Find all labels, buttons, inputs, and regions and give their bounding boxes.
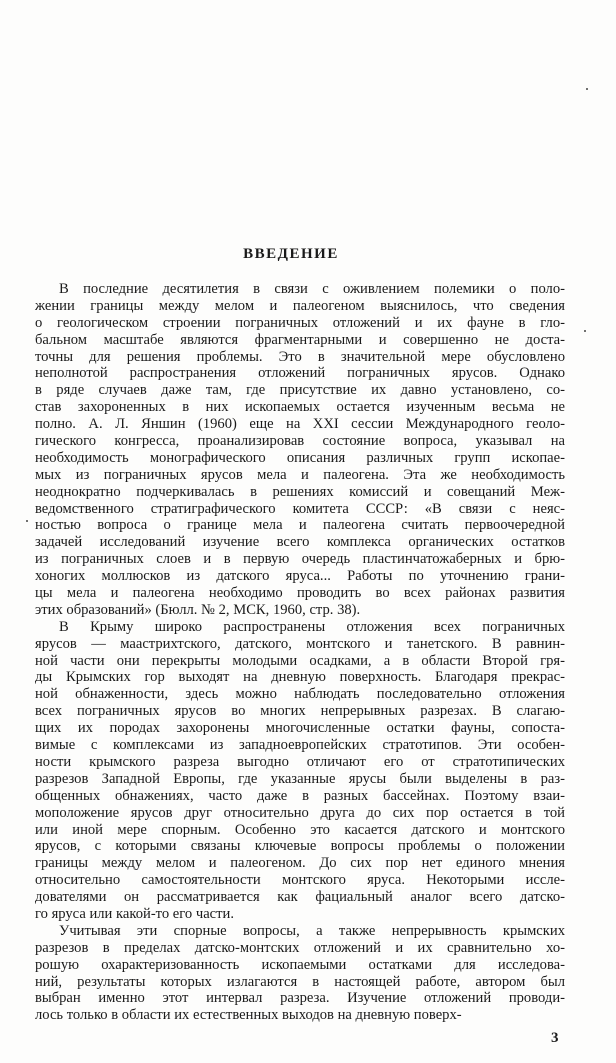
text-line: необходимость монографического описания различных групп ископае- xyxy=(35,449,565,466)
text-line: ной обнаженности, здесь можно наблюдать последовательно отложения xyxy=(35,686,565,703)
text-line: выбран именно этот интервал разреза. Изучение отложений проводи- xyxy=(35,990,565,1007)
text-line: точны для решения проблемы. Это в значительной мере обусловлено xyxy=(35,348,565,365)
text-line: ности крымского разреза выгодно отличают его от стратотипических xyxy=(35,753,565,770)
text-line: В последние десятилетия в связи с оживлением полемики о поло- xyxy=(59,281,565,297)
text-line: границы между мелом и палеогеном. До сих пор нет единого мнения xyxy=(35,855,565,872)
text-line: всех пограничных ярусов во многих непрерывных разрезах. В слагаю- xyxy=(35,703,565,720)
text-line: о геологическом строении пограничных отложений и их фауне в гло- xyxy=(35,314,565,331)
text-line: став захороненных в них ископаемых остается изученным весьма не xyxy=(35,399,565,416)
text-line: моположение ярусов друг относительно друга до сих пор остается в той xyxy=(35,804,565,821)
text-line: В Крыму широко распространены отложения всех пограничных xyxy=(59,618,565,635)
text-line: дователями он рассматривается как фациальный аналог всего датско- xyxy=(35,889,565,906)
text-line: цы мела и палеогена необходимо проводить во всех районах развития xyxy=(35,585,565,602)
print-speck xyxy=(26,520,28,522)
text-line: неоднократно подчеркивалась в решениях комиссий и совещаний Меж- xyxy=(35,483,565,500)
body-text xyxy=(35,281,565,1024)
text-line: щих их породах захоронены многочисленные остатки фауны, сопоста- xyxy=(35,720,565,737)
text-line: ностью вопроса о границе мела и палеогена считать первоочередной xyxy=(35,517,565,534)
text-line: хоногих моллюсков из датского яруса... Работы по уточнению грани- xyxy=(35,568,565,585)
text-line: гического конгресса, проанализировав состояние вопроса, указывал на xyxy=(35,433,565,450)
text-line: ведомственного стратиграфического комитета СССР: «В связи с неяс- xyxy=(35,500,565,517)
text-line: ний, результаты которых излагаются в настоящей работе, автором был xyxy=(35,973,565,990)
text-line: го яруса или какой-то его части. xyxy=(35,905,234,922)
text-line: ярусов — маастрихтского, датского, монтского и танетского. В равнин- xyxy=(35,635,565,652)
text-line: ды Крымских гор выходят на дневную поверхность. Благодаря прекрас- xyxy=(35,669,565,686)
text-line: полно. А. Л. Яншин (1960) еще на XXI сессии Международного геоло- xyxy=(35,416,565,433)
text-line: разрезов в пределах датско-монтских отложений и их сравнительно хо- xyxy=(35,939,565,956)
text-line: вимые с комплексами из западноевропейских стратотипов. Эти особен- xyxy=(35,737,565,754)
text-line: рошую охарактеризованность ископаемыми остатками для исследова- xyxy=(35,956,565,973)
text-line: задачей исследований изучение всего комплекса органических остатков xyxy=(35,534,565,551)
text-line: общенных обнажениях, часто даже в разных бассейнах. Поэтому взаи- xyxy=(35,787,565,804)
page-number: 3 xyxy=(551,1030,559,1046)
text-line: ной части они перекрыты молодыми осадками, а в области Второй гря- xyxy=(35,652,565,669)
text-line: этих образований» (Бюлл. № 2, МСК, 1960, стр. 38). xyxy=(35,601,361,618)
text-line: из пограничных слоев и в первую очередь пластинчатожаберных и брю- xyxy=(35,551,565,568)
text-line: жении границы между мелом и палеогеном выяснилось, что сведения xyxy=(35,297,565,314)
print-speck xyxy=(586,88,588,90)
text-line: Учитывая эти спорные вопросы, а также непрерывность крымских xyxy=(59,922,565,939)
text-line: неполнотой распространения отложений пограничных ярусов. Однако xyxy=(35,365,565,382)
print-speck xyxy=(584,330,586,332)
chapter-heading: ВВЕДЕНИЕ xyxy=(243,246,339,262)
text-line: в ряде случаев даже там, где присутствие их давно установлено, со- xyxy=(35,382,565,399)
text-line: бальном масштабе являются фрагментарными и совершенно не доста- xyxy=(35,331,565,348)
text-line: разрезов Западной Европы, где указанные ярусы были выделены в раз- xyxy=(35,770,565,787)
text-line: относительно самостоятельности монтского яруса. Некоторыми иссле- xyxy=(35,872,565,889)
text-line: лось только в области их естественных выходов на дневную поверх- xyxy=(35,1007,462,1024)
text-line: ярусов, с которыми связаны ключевые вопросы проблемы о положении xyxy=(35,838,565,855)
text-line: или иной мере спорным. Особенно это касается датского и монтского xyxy=(35,821,565,838)
text-line: мых из пограничных ярусов мела и палеогена. Эта же необходимость xyxy=(35,466,565,483)
